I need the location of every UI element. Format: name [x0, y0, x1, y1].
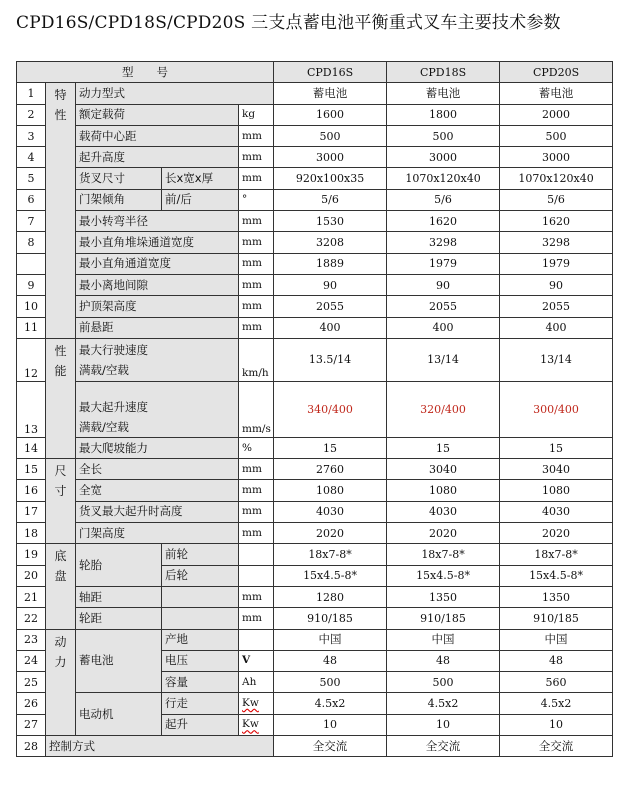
- value: 1979: [500, 253, 613, 274]
- row-number: 24: [17, 650, 46, 671]
- value: 48: [387, 650, 500, 671]
- param-name: 最小直角通道宽度: [76, 253, 239, 274]
- table-row: [17, 317, 613, 338]
- category-power: 动力: [46, 629, 76, 735]
- value: 1620: [500, 211, 613, 232]
- unit: mm: [239, 501, 274, 522]
- value: 全交流: [500, 736, 613, 757]
- value: 13/14: [500, 338, 613, 381]
- unit: mm: [239, 296, 274, 317]
- value: 15x4.5-8*: [500, 565, 613, 586]
- param-name: 最小离地间隙: [76, 274, 239, 295]
- value: 2760: [274, 459, 387, 480]
- row-number: [17, 253, 46, 274]
- param-name: 最小转弯半径: [76, 211, 239, 232]
- value: 400: [500, 317, 613, 338]
- row-number: 28: [17, 736, 46, 757]
- row-number: 17: [17, 501, 46, 522]
- row-number: 19: [17, 544, 46, 565]
- table-row: [17, 629, 613, 650]
- value: 1979: [387, 253, 500, 274]
- unit: kg: [239, 104, 274, 125]
- value: 蓄电池: [500, 83, 613, 104]
- table-row: [17, 586, 613, 607]
- header-row: [17, 62, 613, 83]
- value: 3040: [500, 459, 613, 480]
- value: 48: [274, 650, 387, 671]
- value: 3000: [387, 147, 500, 168]
- value: 5/6: [274, 189, 387, 210]
- value: 3040: [387, 459, 500, 480]
- value: 3208: [274, 232, 387, 253]
- row-number: 20: [17, 565, 46, 586]
- row-number: 2: [17, 104, 46, 125]
- value: 13/14: [387, 338, 500, 381]
- table-row: [17, 211, 613, 232]
- param-name: 轮胎: [76, 544, 162, 587]
- value: 1800: [387, 104, 500, 125]
- table-row: [17, 480, 613, 501]
- spec-table: [16, 61, 613, 757]
- value: 90: [274, 274, 387, 295]
- param-name: 货叉最大起升时高度: [76, 501, 239, 522]
- param-name: 电动机: [76, 693, 162, 736]
- value: 13.5/14: [274, 338, 387, 381]
- unit: mm: [239, 168, 274, 189]
- category-characteristics: 特性: [46, 83, 76, 339]
- param-name: 最小直角堆垛通道宽度: [76, 232, 239, 253]
- row-number: 7: [17, 211, 46, 232]
- row-number: 4: [17, 147, 46, 168]
- table-row: [17, 608, 613, 629]
- row-number: 27: [17, 714, 46, 735]
- value: 10: [500, 714, 613, 735]
- param-subname: 前/后: [162, 189, 239, 210]
- row-number: 12: [17, 338, 46, 381]
- table-row: [17, 168, 613, 189]
- value: 蓄电池: [387, 83, 500, 104]
- param-name: 最大起升速度 满载/空载: [76, 381, 239, 437]
- value: 蓄电池: [274, 83, 387, 104]
- param-subname: 前轮: [162, 544, 239, 565]
- table-row: [17, 523, 613, 544]
- row-number: 10: [17, 296, 46, 317]
- value: 1530: [274, 211, 387, 232]
- value: 1080: [274, 480, 387, 501]
- value: 1350: [387, 586, 500, 607]
- value: 560: [500, 672, 613, 693]
- table-row: [17, 147, 613, 168]
- value: 1600: [274, 104, 387, 125]
- row-number: 18: [17, 523, 46, 544]
- value: 2020: [274, 523, 387, 544]
- value: 4.5x2: [387, 693, 500, 714]
- value: 4030: [500, 501, 613, 522]
- unit: mm: [239, 125, 274, 146]
- row-number: 6: [17, 189, 46, 210]
- value: 90: [500, 274, 613, 295]
- row-number: 14: [17, 437, 46, 458]
- unit: V: [239, 650, 274, 671]
- unit: mm: [239, 274, 274, 295]
- unit: [239, 565, 274, 586]
- row-number: 16: [17, 480, 46, 501]
- param-name: 轴距: [76, 586, 162, 607]
- unit: Ah: [239, 672, 274, 693]
- row-number: 15: [17, 459, 46, 480]
- row-number: 5: [17, 168, 46, 189]
- value: 18x7-8*: [387, 544, 500, 565]
- value: 300/400: [500, 381, 613, 437]
- value: 15x4.5-8*: [274, 565, 387, 586]
- row-number: 22: [17, 608, 46, 629]
- value: 340/400: [274, 381, 387, 437]
- table-row: [17, 104, 613, 125]
- unit: mm: [239, 147, 274, 168]
- unit: °: [239, 189, 274, 210]
- value: 1350: [500, 586, 613, 607]
- value: 400: [274, 317, 387, 338]
- unit: mm: [239, 317, 274, 338]
- value: 2000: [500, 104, 613, 125]
- param-name: 轮距: [76, 608, 162, 629]
- row-number: 3: [17, 125, 46, 146]
- unit: mm: [239, 480, 274, 501]
- unit: mm/s: [239, 381, 274, 437]
- value: 中国: [274, 629, 387, 650]
- value: 1280: [274, 586, 387, 607]
- param-name: 动力型式: [76, 83, 274, 104]
- value: 4030: [274, 501, 387, 522]
- row-number: 11: [17, 317, 46, 338]
- category-performance: 性能: [46, 338, 76, 458]
- table-row: [17, 338, 613, 381]
- value: 4.5x2: [274, 693, 387, 714]
- param-name: 最大爬坡能力: [76, 437, 239, 458]
- model-cpd18s: CPD18S: [387, 62, 500, 83]
- value: 1889: [274, 253, 387, 274]
- value: 2020: [500, 523, 613, 544]
- value: 18x7-8*: [274, 544, 387, 565]
- row-number: 23: [17, 629, 46, 650]
- param-subname: [162, 608, 239, 629]
- table-row: [17, 381, 613, 437]
- param-subname: 行走: [162, 693, 239, 714]
- unit: Kw: [239, 693, 274, 714]
- value: 1620: [387, 211, 500, 232]
- table-row: [17, 736, 613, 757]
- value: 15x4.5-8*: [387, 565, 500, 586]
- param-name: 最大行驶速度 满载/空载: [76, 338, 239, 381]
- value: 500: [274, 125, 387, 146]
- page-title: CPD16S/CPD18S/CPD20S 三支点蓄电池平衡重式叉车主要技术参数: [16, 13, 561, 33]
- model-cpd16s: CPD16S: [274, 62, 387, 83]
- param-name: 控制方式: [46, 736, 274, 757]
- param-subname: 产地: [162, 629, 239, 650]
- param-subname: [162, 586, 239, 607]
- value: 910/185: [500, 608, 613, 629]
- value: 4.5x2: [500, 693, 613, 714]
- value: 18x7-8*: [500, 544, 613, 565]
- unit: mm: [239, 232, 274, 253]
- table-row: [17, 296, 613, 317]
- table-row: [17, 544, 613, 565]
- table-row: [17, 189, 613, 210]
- value: 1080: [500, 480, 613, 501]
- unit: mm: [239, 253, 274, 274]
- value: 500: [500, 125, 613, 146]
- category-dimensions: 尺寸: [46, 459, 76, 544]
- value: 全交流: [387, 736, 500, 757]
- row-number: 1: [17, 83, 46, 104]
- param-name: 载荷中心距: [76, 125, 239, 146]
- param-name: 护顶架高度: [76, 296, 239, 317]
- row-number: 9: [17, 274, 46, 295]
- model-cpd20s: CPD20S: [500, 62, 613, 83]
- table-row: [17, 459, 613, 480]
- param-subname: 容量: [162, 672, 239, 693]
- unit: mm: [239, 608, 274, 629]
- unit: %: [239, 437, 274, 458]
- value: 910/185: [274, 608, 387, 629]
- value: 2055: [500, 296, 613, 317]
- value: 1070x120x40: [387, 168, 500, 189]
- value: 500: [274, 672, 387, 693]
- value: 500: [387, 125, 500, 146]
- value: 5/6: [500, 189, 613, 210]
- unit: [239, 544, 274, 565]
- value: 3298: [387, 232, 500, 253]
- param-name: 门架倾角: [76, 189, 162, 210]
- value: 3298: [500, 232, 613, 253]
- value: 48: [500, 650, 613, 671]
- value: 2020: [387, 523, 500, 544]
- table-row: [17, 274, 613, 295]
- value: 3000: [274, 147, 387, 168]
- unit: mm: [239, 586, 274, 607]
- table-row: [17, 125, 613, 146]
- table-row: [17, 232, 613, 253]
- value: 15: [274, 437, 387, 458]
- value: 10: [387, 714, 500, 735]
- header-model-label: 型 号: [17, 62, 274, 83]
- value: 10: [274, 714, 387, 735]
- value: 90: [387, 274, 500, 295]
- unit: mm: [239, 523, 274, 544]
- table-row: [17, 253, 613, 274]
- row-number: 13: [17, 381, 46, 437]
- value: 中国: [387, 629, 500, 650]
- param-name: 门架高度: [76, 523, 239, 544]
- table-row: [17, 693, 613, 714]
- param-subname: 起升: [162, 714, 239, 735]
- param-name: 全宽: [76, 480, 239, 501]
- param-name: 全长: [76, 459, 239, 480]
- table-row: [17, 83, 613, 104]
- category-chassis: 底盘: [46, 544, 76, 629]
- param-subname: 长x宽x厚: [162, 168, 239, 189]
- unit: Kw: [239, 714, 274, 735]
- row-number: 26: [17, 693, 46, 714]
- value: 320/400: [387, 381, 500, 437]
- param-name: 货叉尺寸: [76, 168, 162, 189]
- unit: mm: [239, 459, 274, 480]
- value: 910/185: [387, 608, 500, 629]
- row-number: 25: [17, 672, 46, 693]
- unit: mm: [239, 211, 274, 232]
- value: 5/6: [387, 189, 500, 210]
- param-subname: 后轮: [162, 565, 239, 586]
- value: 920x100x35: [274, 168, 387, 189]
- param-name: 前悬距: [76, 317, 239, 338]
- value: 15: [500, 437, 613, 458]
- value: 15: [387, 437, 500, 458]
- value: 全交流: [274, 736, 387, 757]
- value: 4030: [387, 501, 500, 522]
- table-row: [17, 437, 613, 458]
- unit: [239, 629, 274, 650]
- value: 3000: [500, 147, 613, 168]
- value: 2055: [274, 296, 387, 317]
- unit: km/h: [239, 338, 274, 381]
- param-subname: 电压: [162, 650, 239, 671]
- table-row: [17, 501, 613, 522]
- param-name: 蓄电池: [76, 629, 162, 693]
- value: 500: [387, 672, 500, 693]
- value: 中国: [500, 629, 613, 650]
- row-number: 21: [17, 586, 46, 607]
- param-name: 额定载荷: [76, 104, 239, 125]
- value: 400: [387, 317, 500, 338]
- row-number: 8: [17, 232, 46, 253]
- param-name: 起升高度: [76, 147, 239, 168]
- value: 1080: [387, 480, 500, 501]
- value: 2055: [387, 296, 500, 317]
- value: 1070x120x40: [500, 168, 613, 189]
